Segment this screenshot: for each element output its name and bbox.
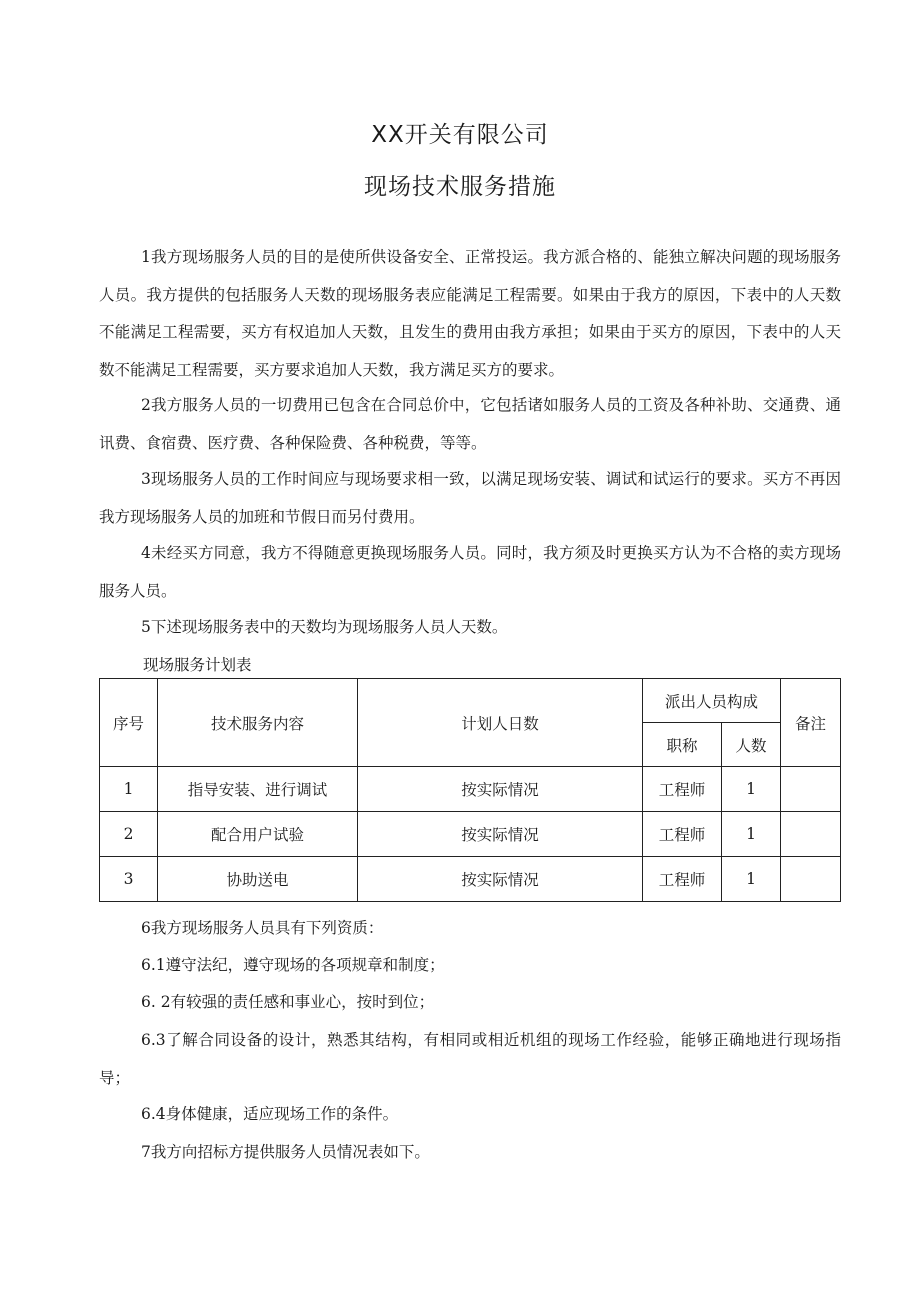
- table-row: [100, 767, 841, 812]
- cell-remark: [781, 857, 841, 902]
- cell-plan-days: 按实际情况: [358, 857, 643, 902]
- cell-count: 1: [722, 767, 781, 812]
- header-title: 职称: [643, 723, 722, 767]
- table-header-row: [100, 679, 841, 723]
- paragraph-6-3: 6.3了解合同设备的设计，熟悉其结构，有相同或相近机组的现场工作经验，能够正确地进行现场指导；: [99, 1031, 841, 1087]
- cell-title: 工程师: [643, 812, 722, 857]
- header-dispatch: 派出人员构成: [643, 679, 781, 723]
- cell-seq: 1: [100, 767, 158, 812]
- paragraph-7: 7我方向招标方提供服务人员情况表如下。: [141, 1143, 430, 1161]
- table-row: [100, 857, 841, 902]
- cell-content: 配合用户试验: [158, 812, 358, 857]
- paragraph-6-4: 6.4身体健康，适应现场工作的条件。: [141, 1105, 399, 1123]
- table-row: [100, 812, 841, 857]
- header-seq: 序号: [100, 679, 158, 767]
- paragraph-6-2: 6. 2有较强的责任感和事业心，按时到位；: [141, 993, 435, 1011]
- cell-seq: 2: [100, 812, 158, 857]
- cell-remark: [781, 767, 841, 812]
- paragraph-5: 5下述现场服务表中的天数均为现场服务人员人天数。: [141, 618, 508, 636]
- cell-seq: 3: [100, 857, 158, 902]
- cell-count: 1: [722, 812, 781, 857]
- paragraph-3: 3现场服务人员的工作时间应与现场要求相一致，以满足现场安装、调试和试运行的要求。买方不再因我方现场服务人员的加班和节假日而另付费用。: [99, 470, 841, 526]
- cell-title: 工程师: [643, 857, 722, 902]
- cell-content: 协助送电: [158, 857, 358, 902]
- table-caption: 现场服务计划表: [143, 656, 252, 674]
- paragraph-2: 2我方服务人员的一切费用已包含在合同总价中，它包括诸如服务人员的工资及各种补助、交通费、通讯费、食宿费、医疗费、各种保险费、各种税费，等等。: [99, 396, 841, 452]
- company-title: XX开关有限公司: [371, 122, 549, 148]
- paragraph-1: 1我方现场服务人员的目的是使所供设备安全、正常投运。我方派合格的、能独立解决问题的现场服务人员。我方提供的包括服务人天数的现场服务表应能满足工程需要。如果由于我方的原因，下表中的人天数不能满足工程需要，买方有权追加人天数，且发生的费用由我方承担；如果由于买方的原因，下表中的人天数不能满足工程需要，买方要求追加人天数，我方满足买方的要求。: [99, 248, 841, 379]
- cell-content: 指导安装、进行调试: [158, 767, 358, 812]
- header-content: 技术服务内容: [158, 679, 358, 767]
- paragraph-4: 4未经买方同意，我方不得随意更换现场服务人员。同时，我方须及时更换买方认为不合格的卖方现场服务人员。: [99, 544, 841, 600]
- header-plan-days: 计划人日数: [358, 679, 643, 767]
- cell-title: 工程师: [643, 767, 722, 812]
- document-title: 现场技术服务措施: [364, 174, 556, 200]
- cell-count: 1: [722, 857, 781, 902]
- service-plan-table: [99, 678, 841, 902]
- cell-plan-days: 按实际情况: [358, 767, 643, 812]
- cell-plan-days: 按实际情况: [358, 812, 643, 857]
- paragraph-6: 6我方现场服务人员具有下列资质：: [141, 919, 384, 937]
- header-count: 人数: [722, 723, 781, 767]
- paragraph-6-1: 6.1遵守法纪，遵守现场的各项规章和制度；: [141, 956, 445, 974]
- cell-remark: [781, 812, 841, 857]
- header-remark: 备注: [781, 679, 841, 767]
